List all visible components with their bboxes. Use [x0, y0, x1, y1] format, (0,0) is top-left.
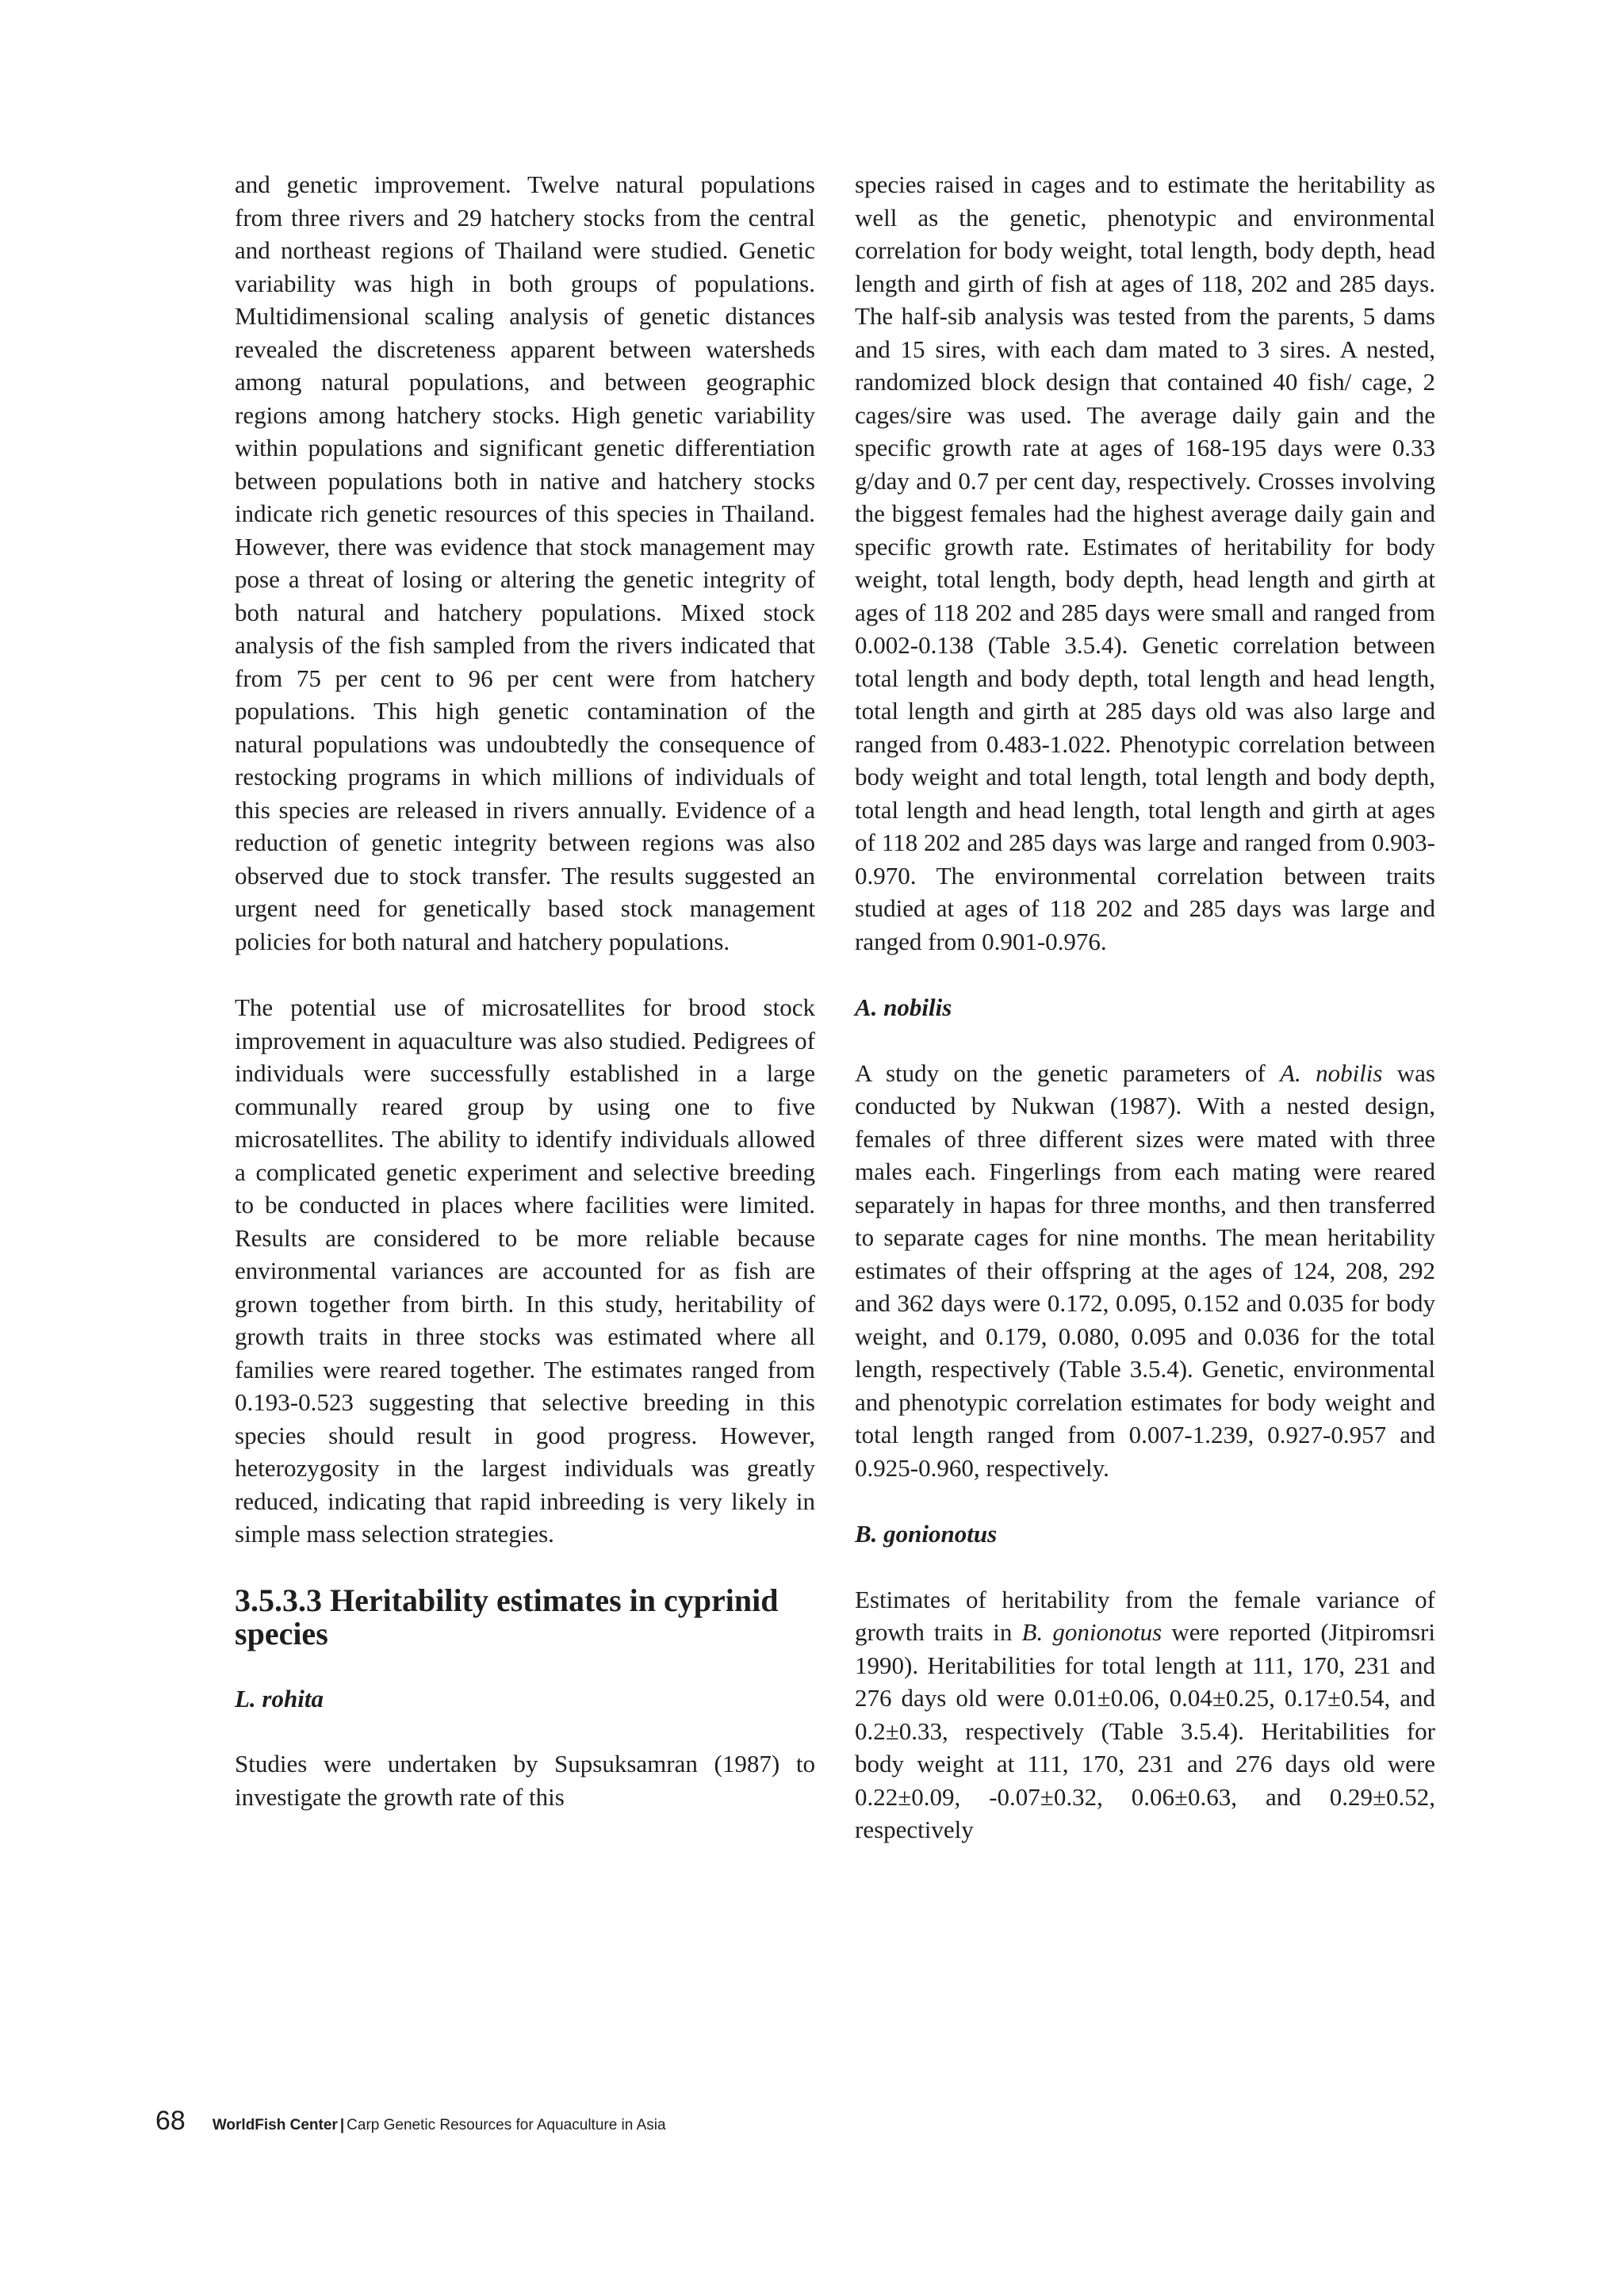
right-column: [855, 168, 1435, 1846]
species-name: A. nobilis: [1280, 1058, 1383, 1087]
footer-book-title: Carp Genetic Resources for Aquaculture in Asia: [347, 2117, 666, 2133]
species-name: B. gonionotus: [1021, 1618, 1162, 1646]
left-column: [235, 168, 815, 1813]
text-run: were reported (Jitpiromsri 1990). Heritabilities for total length at 111, 170, 231 and 276 days old were 0.01±0.06, 0.04±0.25, 0.17±0.54, and 0.2±0.33, respectively (Table 3.5.4). Heritabilities for body weight at 111, 170, 231 and 276 days old were 0.22±0.09, -0.07±0.32, 0.06±0.63, and 0.29±0.52, respectively: [855, 1618, 1435, 1843]
body-paragraph: The potential use of microsatellites for brood stock improvement in aquaculture was also studied. Pedigrees of individuals were successfully established in a large communally reared group by using one to five microsatellites. The ability to identify individuals allowed a complicated genetic experiment and selective breeding to be conducted in places where facilities were limited. Results are considered to be more reliable because environmental variances are accounted for as fish are grown together from birth. In this study, heritability of growth traits in three stocks was estimated where all families were reared together. The estimates ranged from 0.193-0.523 suggesting that selective breeding in this species should result in good progress. However, heterozygosity in the largest individuals was greatly reduced, indicating that rapid inbreeding is very likely in simple mass selection strategies.: [235, 993, 815, 1548]
section-heading: 3.5.3.3 Heritability estimates in cyprinid species: [235, 1582, 779, 1651]
body-paragraph: species raised in cages and to estimate the heritability as well as the genetic, phenotypic and environmental correlation for body weight, total length, body depth, head length and girth of fish at ages of 118, 202 and 285 days. The half-sib analysis was tested from the parents, 5 dams and 15 sires, with each dam mated to 3 sires. A nested, randomized block design that contained 40 fish/ cage, 2 cages/sire was used. The average daily gain and the specific growth rate at ages of 168-195 days were 0.33 g/day and 0.7 per cent day, respectively. Crosses involving the biggest females had the highest average daily gain and specific growth rate. Estimates of heritability for body weight, total length, body depth, head length and girth at ages of 118 202 and 285 days were small and ranged from 0.002-0.138 (Table 3.5.4). Genetic correlation between total length and body depth, total length and head length, total length and girth at 285 days old was also large and ranged from 0.483-1.022. Phenotypic correlation between body weight and total length, total length and body depth, total length and head length, total length and girth at ages of 118 202 and 285 days was large and ranged from 0.903-0.970. The environmental correlation between traits studied at ages of 118 202 and 285 days was large and ranged from 0.901-0.976.: [855, 170, 1435, 955]
body-paragraph: [855, 1583, 1435, 1846]
species-subheading: L. rohita: [235, 1684, 324, 1712]
text-run: was conducted by Nukwan (1987). With a nested design, females of three different sizes were mated with three males each. Fingerlings from each mating were reared separately in hapas for three months, and then transferred to separate cages for nine months. The mean heritability estimates of their offspring at the ages of 124, 208, 292 and 362 days were 0.172, 0.095, 0.152 and 0.035 for body weight, and 0.179, 0.080, 0.095 and 0.036 for the total length, respectively (Table 3.5.4). Genetic, environmental and phenotypic correlation estimates for body weight and total length ranged from 0.007-1.239, 0.927-0.957 and 0.925-0.960, respectively.: [855, 1058, 1435, 1482]
text-run: A study on the genetic parameters of: [855, 1058, 1281, 1087]
page-number: 68: [155, 2106, 186, 2136]
species-subheading: A. nobilis: [855, 993, 952, 1021]
footer-organization: WorldFish Center: [212, 2117, 338, 2133]
body-paragraph: [855, 1057, 1435, 1485]
body-paragraph: Studies were undertaken by Supsuksamran (1987) to investigate the growth rate of this: [235, 1750, 815, 1811]
page-footer: [155, 2106, 666, 2137]
text-run: Estimates of heritability from the female variance of growth traits in: [855, 1585, 1435, 1646]
footer-separator: |: [339, 2117, 345, 2133]
body-paragraph: and genetic improvement. Twelve natural populations from three rivers and 29 hatchery stocks from the central and northeast regions of Thailand were studied. Genetic variability was high in both groups of populations. Multidimensional scaling analysis of genetic distances revealed the discreteness apparent between watersheds among natural populations, and between geographic regions among hatchery stocks. High genetic variability within populations and significant genetic differentiation between populations both in native and hatchery stocks indicate rich genetic resources of this species in Thailand. However, there was evidence that stock management may pose a threat of losing or altering the genetic integrity of both natural and hatchery populations. Mixed stock analysis of the fish sampled from the rivers indicated that from 75 per cent to 96 per cent were from hatchery populations. This high genetic contamination of the natural populations was undoubtedly the consequence of restocking programs in which millions of individuals of this species are released in rivers annually. Evidence of a reduction of genetic integrity between regions was also observed due to stock transfer. The results suggested an urgent need for genetically based stock management policies for both natural and hatchery populations.: [235, 170, 815, 955]
species-subheading: B. gonionotus: [855, 1520, 998, 1548]
